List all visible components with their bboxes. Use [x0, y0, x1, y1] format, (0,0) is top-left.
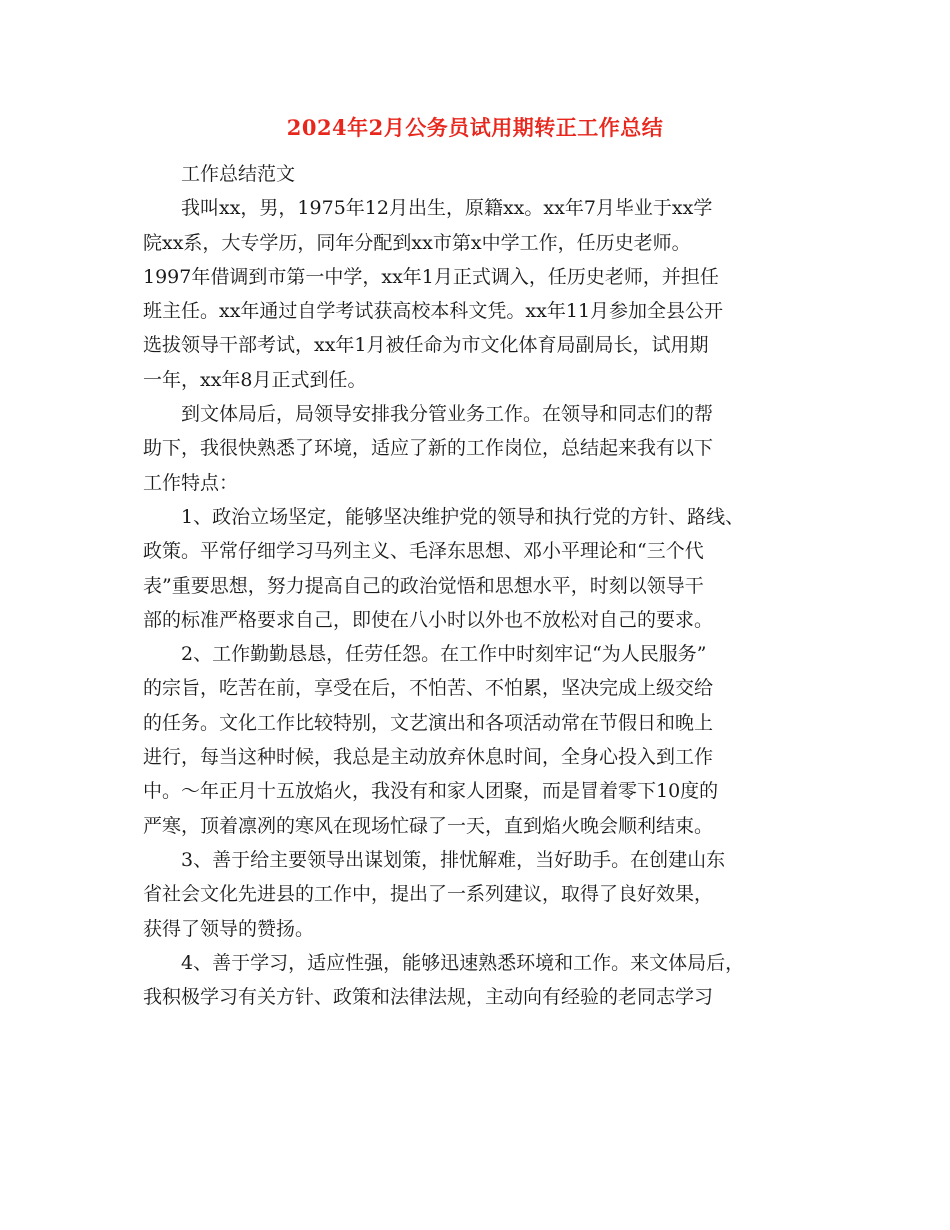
paragraph-line: 1、政治立场坚定，能够坚决维护党的领导和执行党的方针、路线、	[181, 505, 745, 528]
paragraph-line: 1997年借调到市第一中学，xx年1月正式调入，任历史老师，并担任	[143, 265, 719, 288]
paragraph-line: 省社会文化先进县的工作中，提出了一系列建议，取得了良好效果，	[143, 883, 714, 906]
paragraph-6	[143, 946, 823, 1015]
paragraph-4	[143, 637, 823, 843]
paragraph-line: 我叫xx，男，1975年12月出生，原籍xx。xx年7月毕业于xx学	[181, 197, 713, 220]
subtitle-paragraph	[143, 157, 823, 191]
paragraph-1	[143, 191, 823, 397]
paragraph-line: 我积极学习有关方针、政策和法律法规，主动向有经验的老同志学习	[143, 986, 714, 1009]
paragraph-5	[143, 843, 823, 946]
paragraph-line: 2、工作勤勤恳恳，任劳任怨。在工作中时刻牢记“为人民服务”	[181, 643, 707, 666]
paragraph-line: 到文体局后，局领导安排我分管业务工作。在领导和同志们的帮	[181, 403, 714, 426]
paragraph-line: 院xx系，大专学历，同年分配到xx市第x中学工作，任历史老师。	[143, 231, 691, 254]
paragraph-line: 部的标准严格要求自己，即使在八小时以外也不放松对自己的要求。	[143, 608, 714, 631]
paragraph-line: 选拔领导干部考试，xx年1月被任命为市文化体育局副局长，试用期	[143, 334, 709, 357]
paragraph-line: 一年，xx年8月正式到任。	[143, 368, 367, 391]
paragraph-line: 4、善于学习，适应性强，能够迅速熟悉环境和工作。来文体局后，	[181, 951, 745, 974]
document-body	[143, 157, 823, 1014]
paragraph-line: 政策。平常仔细学习马列主义、毛泽东思想、邓小平理论和“三个代	[143, 540, 704, 563]
paragraph-3	[143, 500, 823, 637]
paragraph-line: 的宗旨，吃苦在前，享受在后，不怕苦、不怕累，坚决完成上级交给	[143, 677, 714, 700]
paragraph-line: 3、善于给主要领导出谋划策，排忧解难，当好助手。在创建山东	[181, 848, 726, 871]
paragraph-line: 班主任。xx年通过自学考试获高校本科文凭。xx年11月参加全县公开	[143, 300, 724, 323]
paragraph-line: 严寒，顶着凛冽的寒风在现场忙碌了一天，直到焰火晚会顺利结束。	[143, 814, 714, 837]
paragraph-2	[143, 397, 823, 500]
paragraph-line: 进行，每当这种时候，我总是主动放弃休息时间，全身心投入到工作	[143, 746, 714, 769]
paragraph-line: 中。～年正月十五放焰火，我没有和家人团聚，而是冒着零下10度的	[143, 780, 719, 803]
document-title: 2024年2月公务员试用期转正工作总结	[286, 115, 664, 140]
paragraph-line: 工作特点：	[143, 471, 239, 494]
subtitle-line: 工作总结范文	[181, 163, 296, 185]
paragraph-line: 助下，我很快熟悉了环境，适应了新的工作岗位，总结起来我有以下	[143, 437, 714, 460]
paragraph-line: 的任务。文化工作比较特别，文艺演出和各项活动常在节假日和晚上	[143, 711, 714, 734]
paragraph-line: 表”重要思想，努力提高自己的政治觉悟和思想水平，时刻以领导干	[143, 574, 704, 597]
paragraph-line: 获得了领导的赞扬。	[143, 917, 315, 940]
